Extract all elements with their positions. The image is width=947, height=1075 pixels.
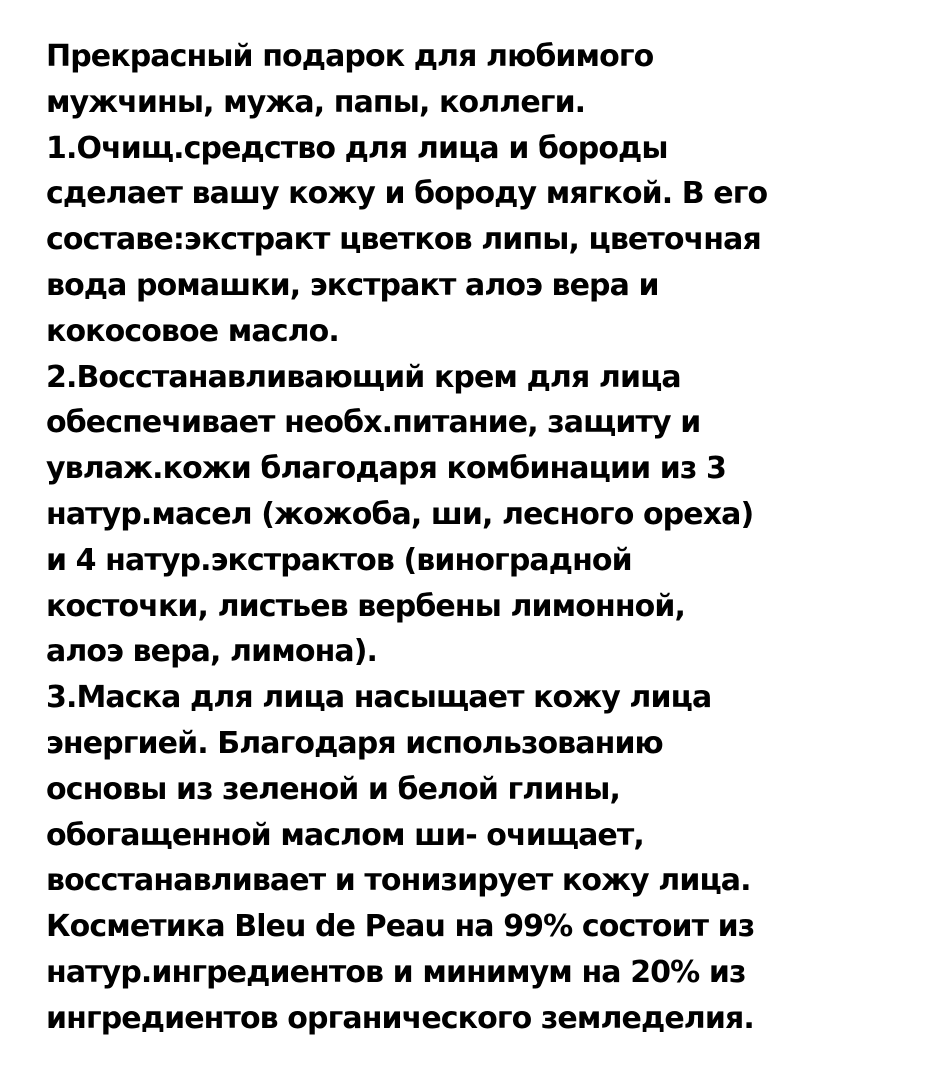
text-line: Прекрасный подарок для любимого	[46, 39, 654, 74]
text-line: кокосовое масло.	[46, 313, 339, 349]
text-line: 2.Восстанавливающий крем для лица	[46, 359, 681, 395]
text-line: составе:экстракт цветков липы, цветочная	[46, 222, 761, 258]
product-description	[46, 34, 926, 1042]
text-line: 1.Очищ.средство для лица и бороды	[46, 130, 668, 166]
text-line: основы из зеленой и белой глины,	[46, 771, 621, 807]
text-line: мужчины, мужа, папы, коллеги.	[46, 84, 586, 120]
text-line: сделает вашу кожу и бороду мягкой. В его	[46, 176, 768, 212]
text-line: натур.ингредиентов и минимум на 20% из	[46, 954, 746, 990]
text-line: 3.Маска для лица насыщает кожу лица	[46, 680, 712, 716]
text-line: ингредиентов органического земледелия.	[46, 1000, 754, 1036]
text-line: косточки, листьев вербены лимонной,	[46, 588, 685, 624]
text-line: вода ромашки, экстракт алоэ вера и	[46, 267, 659, 303]
text-line: увлаж.кожи благодаря комбинации из 3	[46, 451, 726, 487]
text-line: обеспечивает необх.питание, защиту и	[46, 405, 701, 441]
text-line: восстанавливает и тонизирует кожу лица.	[46, 863, 751, 899]
text-line: и 4 натур.экстрактов (виноградной	[46, 542, 632, 578]
text-line: алоэ вера, лимона).	[46, 634, 378, 670]
text-line: энергией. Благодаря использованию	[46, 725, 663, 761]
text-line: Косметика Bleu de Peau на 99% состоит из	[46, 909, 755, 945]
text-line: обогащенной маслом ши- очищает,	[46, 817, 644, 853]
text-line: натур.масел (жожоба, ши, лесного ореха)	[46, 496, 754, 532]
